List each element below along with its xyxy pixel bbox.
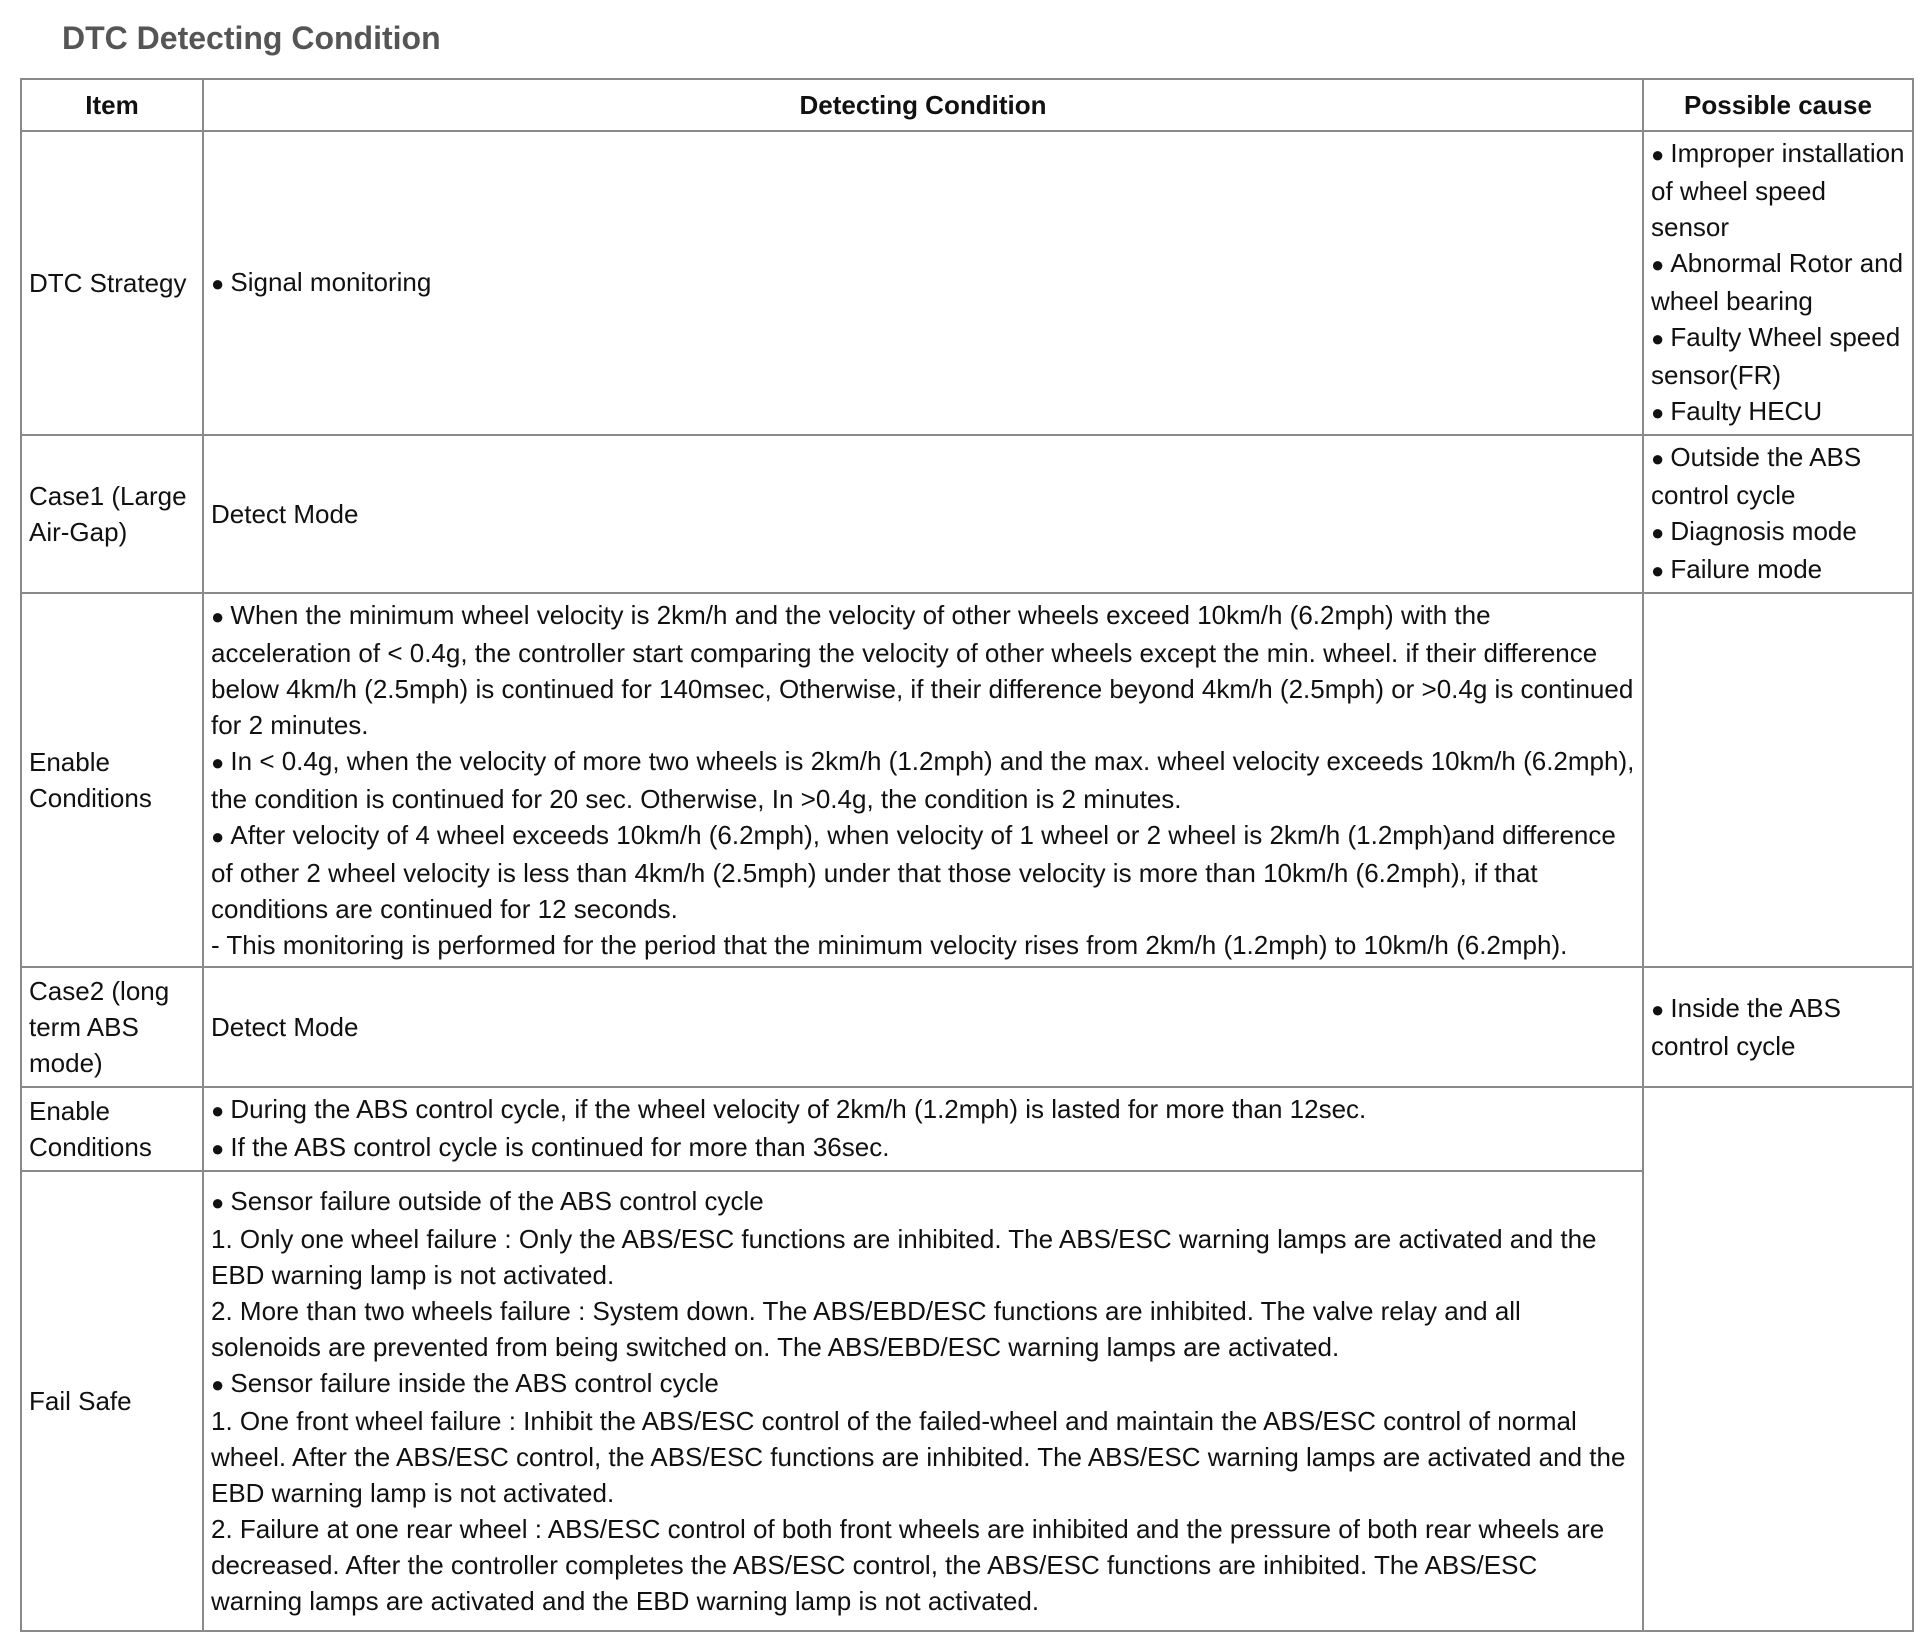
note-text: - This monitoring is performed for the period that the minimum velocity rises from 2km/h (1.2mph) to 10km/h (6.2mph).: [211, 930, 1568, 960]
table-row: [21, 1171, 1913, 1631]
condition-cell: [203, 593, 1643, 967]
cause-item: ● Abnormal Rotor and wheel bearing: [1651, 245, 1905, 319]
bullet-text: ● When the minimum wheel velocity is 2km/h and the velocity of other wheels exceed 10km/h (6.2mph) with the acceleration of < 0.4g, the controller start comparing the velocity of other wheels except the min. wheel. if their difference below 4km/h (2.5mph) is continued for 140msec, Otherwise, if their difference beyond 4km/h (2.5mph) or >0.4g is continued for 2 minutes.: [211, 597, 1635, 743]
cause-item: ● Improper installation of wheel speed sensor: [1651, 135, 1905, 245]
item-case1: Case1 (Large Air-Gap): [21, 435, 203, 593]
cause-item: ● Faulty Wheel speed sensor(FR): [1651, 319, 1905, 393]
bullet-text: ● If the ABS control cycle is continued for more than 36sec.: [211, 1129, 1635, 1167]
condition-cell: Detect Mode: [203, 967, 1643, 1087]
item-case2: Case2 (long term ABS mode): [21, 967, 203, 1087]
header-condition: Detecting Condition: [203, 79, 1643, 131]
item-fail-safe: Fail Safe: [21, 1171, 203, 1631]
condition-cell: [203, 131, 1643, 435]
cause-cell: [1643, 593, 1913, 967]
cause-cell: [1643, 131, 1913, 435]
bullet-text: ● Sensor failure outside of the ABS control cycle: [211, 1183, 1635, 1221]
header-cause: Possible cause: [1643, 79, 1913, 131]
cause-item: ● Faulty HECU: [1651, 393, 1905, 431]
list-item: 1. One front wheel failure : Inhibit the ABS/ESC control of the failed-wheel and maintain the ABS/ESC control of normal wheel. After the ABS/ESC control, the ABS/ESC functions are inhibited. The ABS/ESC warning lamps are activated and the EBD warning lamp is not activated.: [211, 1406, 1626, 1508]
table-row: [21, 435, 1913, 593]
cause-cell: [1643, 1087, 1913, 1631]
condition-cell: [203, 1087, 1643, 1171]
table-row: [21, 593, 1913, 967]
page-title: DTC Detecting Condition: [62, 20, 441, 56]
item-dtc-strategy: DTC Strategy: [21, 131, 203, 435]
table-row: [21, 131, 1913, 435]
cause-item: ● Inside the ABS control cycle: [1651, 990, 1905, 1064]
cause-item: ● Outside the ABS control cycle: [1651, 439, 1905, 513]
bullet-text: ● Sensor failure inside the ABS control cycle: [211, 1365, 1635, 1403]
list-item: 2. More than two wheels failure : System down. The ABS/EBD/ESC functions are inhibited. The valve relay and all solenoids are prevented from being switched on. The ABS/EBD/ESC warning lamps are activated.: [211, 1296, 1521, 1362]
dtc-table: [20, 78, 1914, 1632]
cause-cell: [1643, 435, 1913, 593]
table-row: [21, 967, 1913, 1087]
item-enable-conditions: Enable Conditions: [21, 593, 203, 967]
header-row: [21, 79, 1913, 131]
condition-cell: [203, 1171, 1643, 1631]
bullet-text: ● After velocity of 4 wheel exceeds 10km/h (6.2mph), when velocity of 1 wheel or 2 wheel is 2km/h (1.2mph)and difference of other 2 wheel velocity is less than 4km/h (2.5mph) under that those velocity is more than 10km/h (6.2mph), if that conditions are continued for 12 seconds.: [211, 817, 1635, 927]
bullet-text: ● Signal monitoring: [211, 264, 1635, 302]
list-item: 2. Failure at one rear wheel : ABS/ESC control of both front wheels are inhibited and the pressure of both rear wheels are decreased. After the controller completes the ABS/ESC control, the ABS/ESC functions are inhibited. The ABS/ESC warning lamps are activated and the EBD warning lamp is not activated.: [211, 1514, 1605, 1616]
bullet-text: ● During the ABS control cycle, if the wheel velocity of 2km/h (1.2mph) is lasted for more than 12sec.: [211, 1091, 1635, 1129]
cause-item: ● Failure mode: [1651, 551, 1905, 589]
bullet-text: ● In < 0.4g, when the velocity of more two wheels is 2km/h (1.2mph) and the max. wheel velocity exceeds 10km/h (6.2mph), the condition is continued for 20 sec. Otherwise, In >0.4g, the condition is 2 minutes.: [211, 743, 1635, 817]
condition-cell: Detect Mode: [203, 435, 1643, 593]
table-row: [21, 1087, 1913, 1171]
item-enable-conditions: Enable Conditions: [21, 1087, 203, 1171]
cause-item: ● Diagnosis mode: [1651, 513, 1905, 551]
cause-cell: [1643, 967, 1913, 1087]
list-item: 1. Only one wheel failure : Only the ABS/ESC functions are inhibited. The ABS/ESC warning lamps are activated and the EBD warning lamp is not activated.: [211, 1224, 1597, 1290]
header-item: Item: [21, 79, 203, 131]
